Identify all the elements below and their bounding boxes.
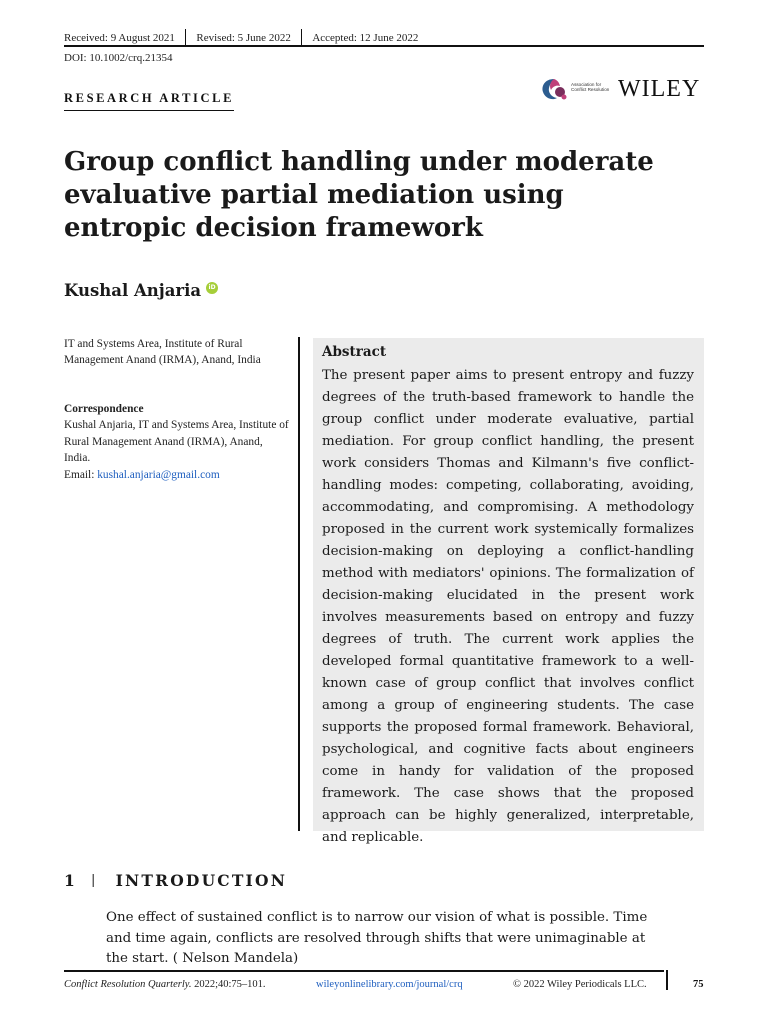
correspondence <box>64 401 289 483</box>
author-line <box>64 281 218 300</box>
abstract-text: The present paper aims to present entropy and fuzzy degrees of the truth-based framework to handle the group conflict under moderate evaluative, partial mediation. For group conflict handling, the present work considers Thomas and Kilmann's five conflict-handling modes: competing, collaborating, avoiding, accommodating, and compromising. A methodology proposed in the current work systemically formalizes decision-making on deploying a conflict-handling method with mediators' opinions. The formalization of decision-making elucidated in the present work involves measurements based on entropy and fuzzy degrees of truth. The current work applies the developed formal quantitative framework to a well-known case of group conflict that involves conflict among a group of engineering students. The case supports the proposed formal framework. Behavioral, psychological, and cognitive facts about engineers come in handy for validation of the proposed framework. The case shows that the proposed approach can be highly generalized, interpretable, and replicable. <box>322 368 694 845</box>
article-type: RESEARCH ARTICLE <box>64 91 234 111</box>
footer-divider <box>666 970 668 990</box>
journal-url-link[interactable]: wileyonlinelibrary.com/journal/crq <box>316 979 463 990</box>
section-title: INTRODUCTION <box>115 871 288 890</box>
section-number: 1 <box>64 871 77 890</box>
correspondence-body: Kushal Anjaria, IT and Systems Area, Institute of Rural Management Anand (IRMA), Anand, India. <box>64 419 289 465</box>
author-name: Kushal Anjaria <box>64 281 202 300</box>
abstract-heading: Abstract <box>322 344 387 360</box>
copyright: © 2022 Wiley Periodicals LLC. <box>513 979 647 990</box>
foundation-logo-text: Association for Conflict Resolution <box>571 82 610 93</box>
article-title: Group conflict handling under moderate evaluative partial mediation using entropic decision framework <box>64 147 654 243</box>
footer-rule <box>64 970 664 972</box>
email-line <box>64 467 289 483</box>
correspondence-heading: Correspondence <box>64 403 144 415</box>
email-label: Email: <box>64 468 98 481</box>
orcid-icon[interactable]: iD <box>206 282 218 294</box>
header-rule <box>64 45 704 47</box>
received-date: Received: 9 August 2021 <box>64 32 175 44</box>
affiliation: IT and Systems Area, Institute of Rural Management Anand (IRMA), Anand, India <box>64 338 261 367</box>
section-heading <box>64 871 287 890</box>
footer-citation <box>64 979 266 990</box>
column-divider <box>298 337 300 831</box>
epigraph-quote: One effect of sustained conflict is to narrow our vision of what is possible. Time and time again, conflicts are resolved through shifts that were unimaginable at the start. ( Nelson Mandela) <box>106 910 648 966</box>
publisher-logo: WILEY <box>618 76 701 102</box>
journal-name: Conflict Resolution Quarterly. <box>64 979 192 990</box>
section-separator: | <box>91 873 98 888</box>
page-number: 75 <box>693 979 704 990</box>
accepted-date: Accepted: 12 June 2022 <box>312 32 419 44</box>
foundation-logo-icon <box>540 77 570 103</box>
doi[interactable]: DOI: 10.1002/crq.21354 <box>64 52 173 64</box>
publication-dates <box>64 30 428 46</box>
email-link[interactable]: kushal.anjaria@gmail.com <box>97 468 220 481</box>
citation-details: 2022;40:75–101. <box>191 979 266 990</box>
revised-date: Revised: 5 June 2022 <box>196 32 291 44</box>
